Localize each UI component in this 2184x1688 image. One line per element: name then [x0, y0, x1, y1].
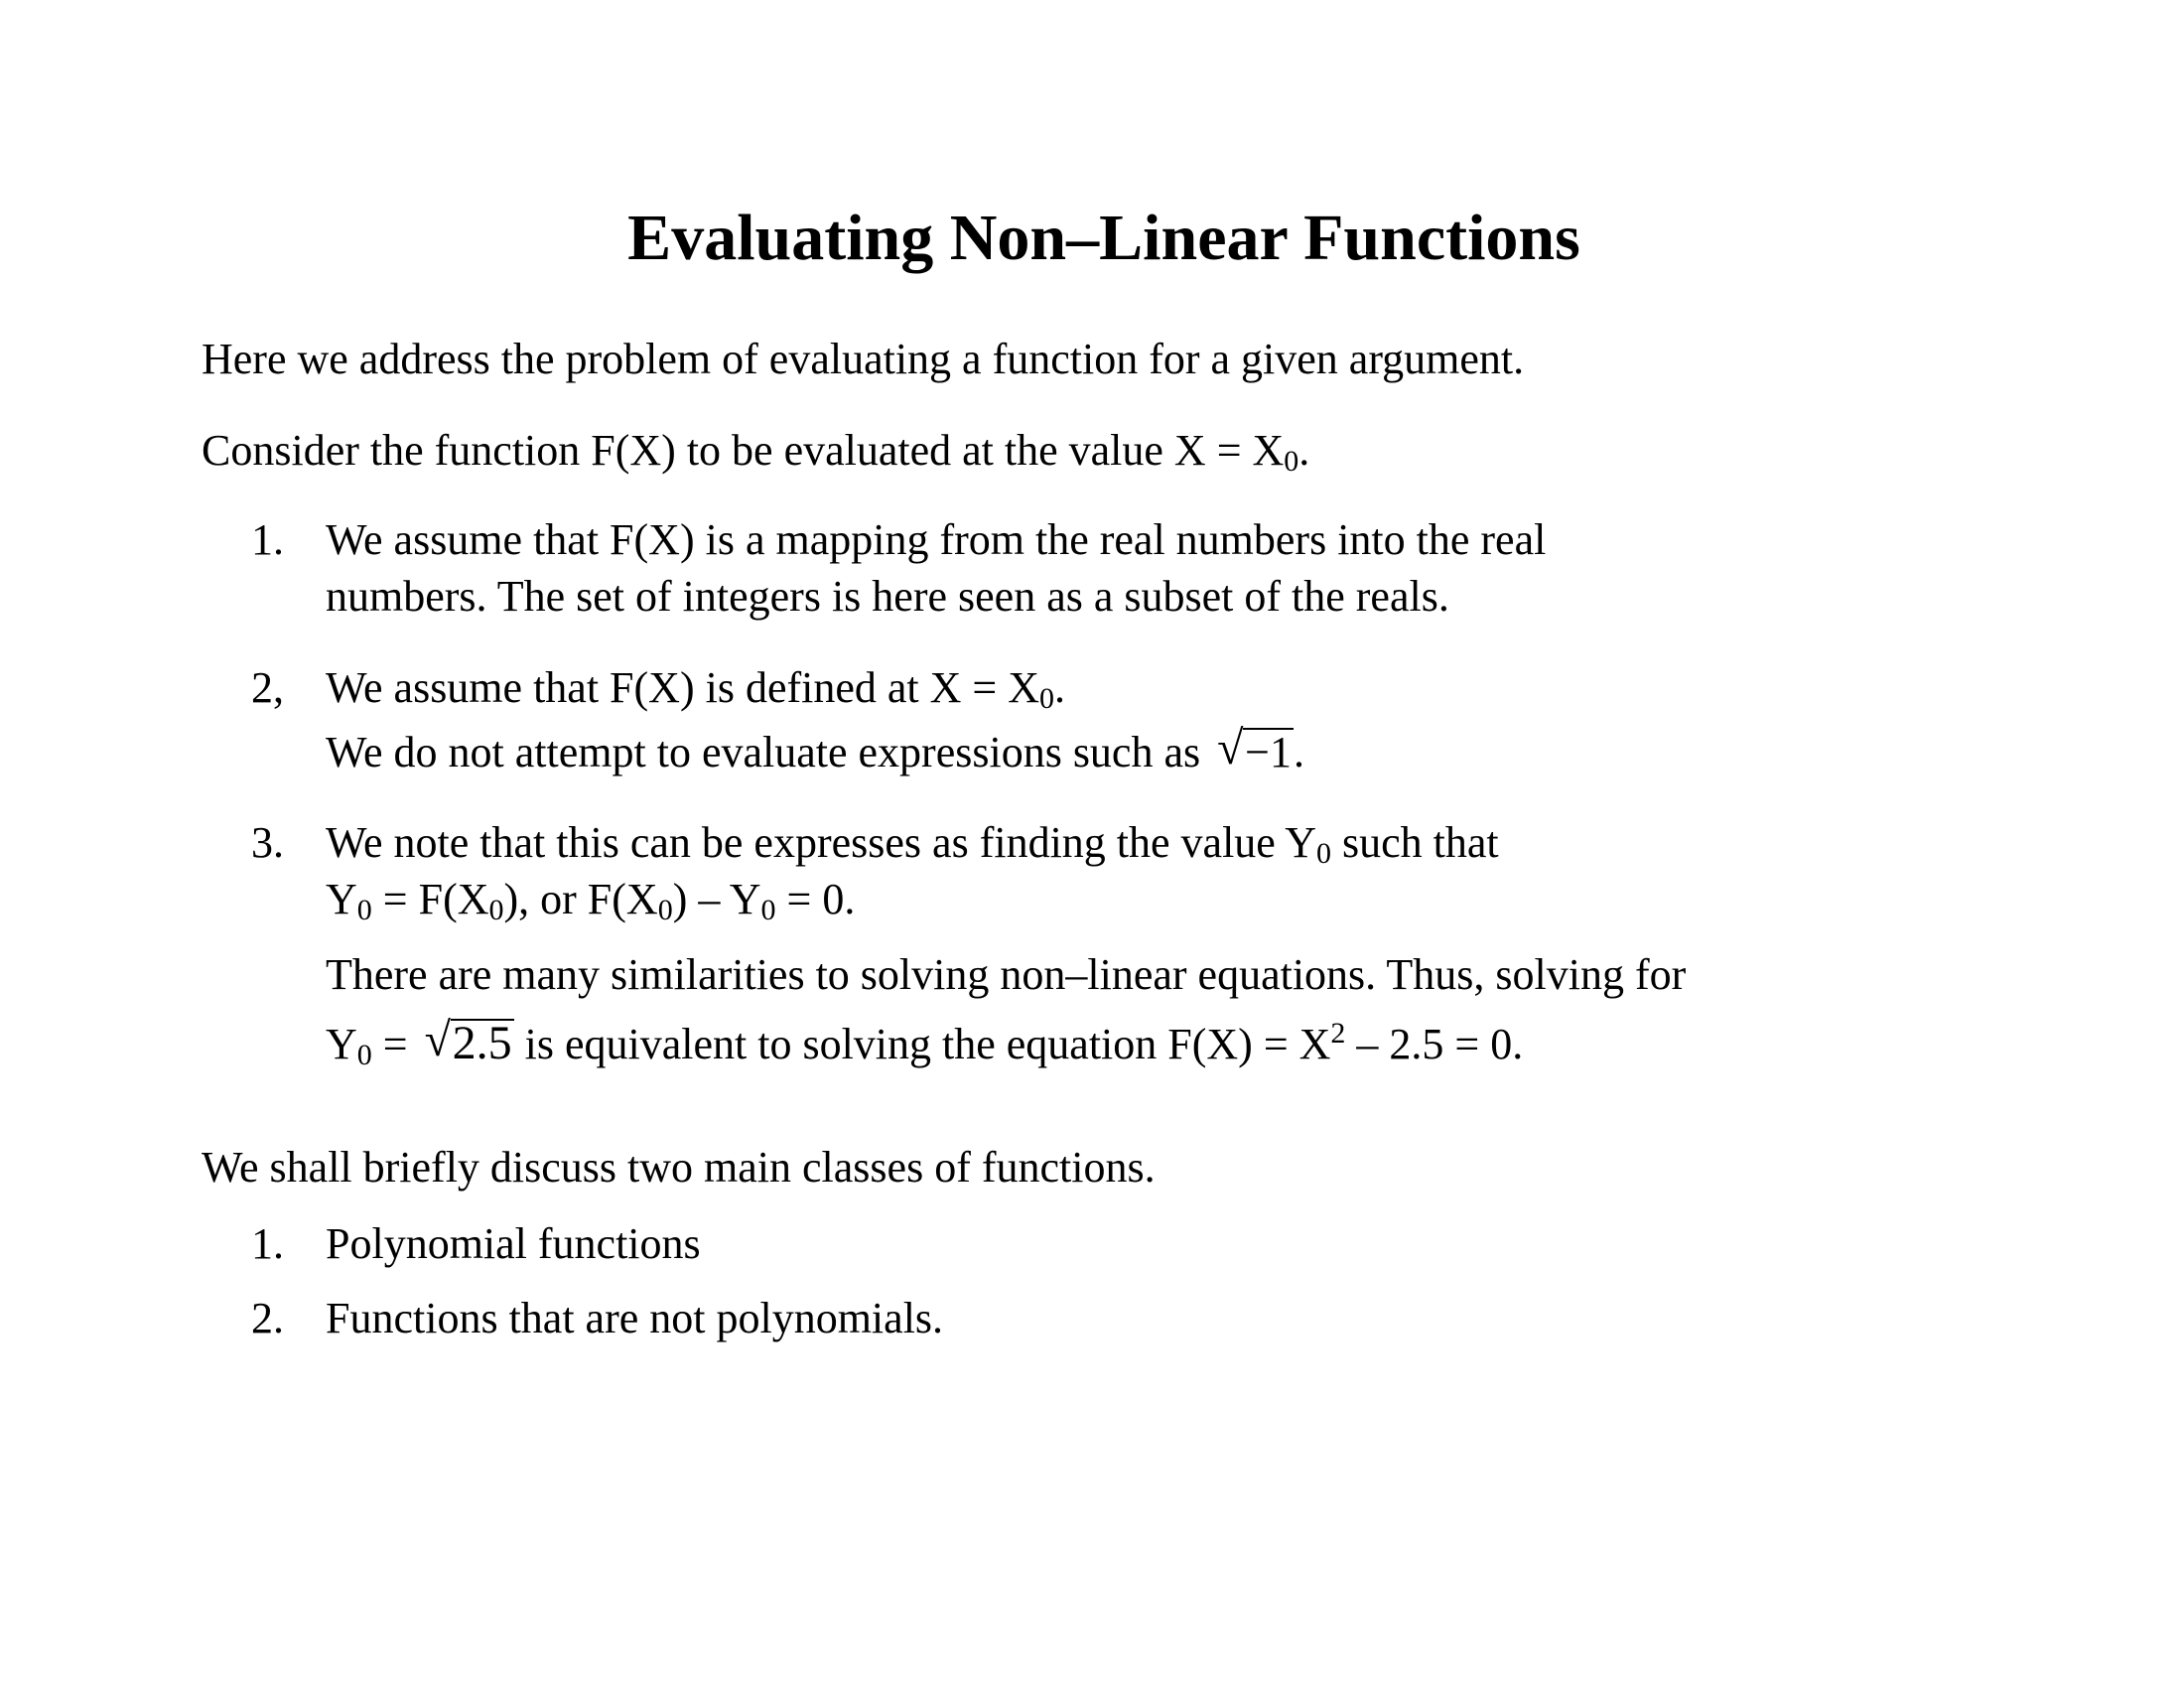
period: .	[1293, 728, 1304, 776]
assumption-3-text-end: such that	[1330, 818, 1499, 867]
classes-intro: We shall briefly discuss two main classes of functions.	[202, 1143, 1156, 1192]
radical-sign-icon: √	[1217, 722, 1244, 774]
list-number: 1.	[251, 1219, 284, 1268]
list-number: 2.	[251, 1294, 284, 1342]
square-root-expression	[1217, 722, 1294, 778]
subscript: 0	[1039, 682, 1054, 715]
equation-part: = 0.	[775, 875, 856, 923]
assumption-3-text: We note that this can be expresses as finding the value Y	[326, 818, 1316, 867]
intro-paragraph: Here we address the problem of evaluating a function for a given argument.	[202, 335, 1525, 383]
assumption-1-line-2: numbers. The set of integers is here seen as a subset of the reals.	[326, 572, 1449, 621]
period: .	[1054, 663, 1065, 712]
assumption-3-line-1	[326, 817, 1499, 869]
equation-part: – 2.5 = 0.	[1345, 1020, 1524, 1068]
subscript: 0	[760, 894, 776, 926]
square-root-expression	[424, 1014, 514, 1070]
list-number: 3.	[251, 818, 284, 867]
equation-part: =	[371, 1020, 419, 1068]
equation-part: ) – Y	[672, 875, 761, 923]
consider-text: Consider the function F(X) to be evaluated at the value X = X	[202, 426, 1285, 475]
assumption-2-line-1	[326, 662, 1065, 714]
subscript: 0	[1315, 837, 1331, 870]
assumption-2-line-2	[326, 722, 1304, 778]
subscript: 0	[356, 1039, 372, 1071]
list-number: 2,	[251, 663, 284, 712]
class-item-polynomial: Polynomial functions	[326, 1219, 701, 1268]
equation-part: ), or F(X	[503, 875, 658, 923]
assumption-2-text-2: We do not attempt to evaluate expressions such as	[326, 728, 1201, 776]
equation-part: is equivalent to solving the equation F(X) = X	[513, 1020, 1331, 1068]
assumption-3-line-4	[326, 1014, 1524, 1071]
equation-part: Y	[326, 875, 357, 923]
radicand: 2.5	[452, 1017, 512, 1069]
assumption-2-text: We assume that F(X) is defined at X = X	[326, 663, 1039, 712]
subscript: 0	[356, 894, 372, 926]
equation-part: = F(X	[371, 875, 489, 923]
class-item-non-polynomial: Functions that are not polynomials.	[326, 1294, 944, 1342]
list-number: 1.	[251, 515, 284, 564]
page-title: Evaluating Non–Linear Functions	[627, 202, 1580, 274]
radical-sign-icon: √	[424, 1014, 451, 1066]
assumption-1-line-1: We assume that F(X) is a mapping from the real numbers into the real	[326, 515, 1547, 564]
equation-part: Y	[326, 1020, 357, 1068]
superscript: 2	[1330, 1017, 1346, 1050]
subscript: 0	[657, 894, 673, 926]
assumption-3-line-3: There are many similarities to solving non–linear equations. Thus, solving for	[326, 950, 1687, 999]
subscript: 0	[1284, 445, 1299, 478]
assumption-3-line-2	[326, 874, 855, 925]
subscript: 0	[488, 894, 504, 926]
radicand: −1	[1245, 728, 1292, 776]
consider-paragraph	[202, 425, 1309, 477]
consider-end: .	[1298, 426, 1310, 475]
